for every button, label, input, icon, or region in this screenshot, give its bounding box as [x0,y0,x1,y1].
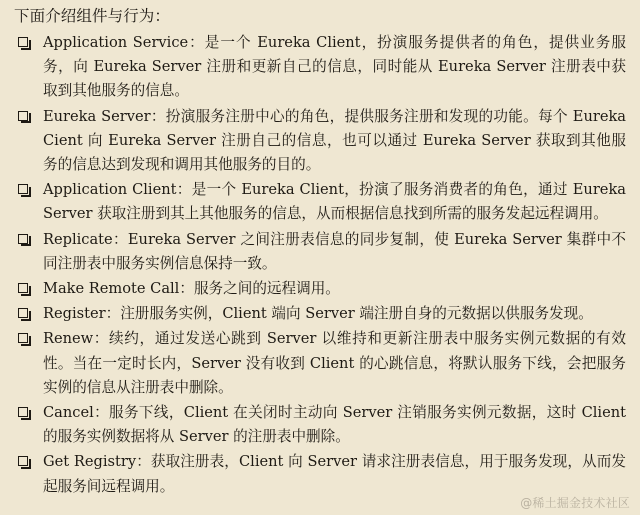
list-item-text: Make Remote Call：服务之间的远程调用。 [43,280,340,298]
list-item-text: Replicate：Eureka Server 之间注册表信息的同步复制，使 Eureka Server 集群中不同注册表中服务实例信息保持一致。 [43,230,626,272]
checkbox-bullet-icon [18,234,28,244]
list-item [10,105,626,178]
checkbox-bullet-icon [18,184,28,194]
list-item [10,401,626,449]
list-item [10,302,626,326]
intro-heading: 下面介绍组件与行为： [14,7,171,25]
list-item-text: Application Service：是一个 Eureka Client，扮演服务提供者的角色，提供业务服务，向 Eureka Server 注册和更新自己的信息，同时能从 Eureka Server 注册表中获取到其他服务的信息。 [43,34,626,100]
checkbox-bullet-icon [18,407,28,417]
list-item [10,31,626,104]
checkbox-bullet-icon [18,308,28,318]
list-item-text: Cancel：服务下线，Client 在关闭时主动向 Server 注销服务实例元数据，这时 Client 的服务实例数据将从 Server 的注册表中删除。 [43,404,626,446]
list-item-text: Application Client：是一个 Eureka Client，扮演了服务消费者的角色，通过 Eureka Server 获取注册到其上其他服务的信息，从而根据信息找到所需的服务发起远程调用。 [43,181,626,223]
checkbox-bullet-icon [18,111,28,121]
list-item-text: Eureka Server：扮演服务注册中心的角色，提供服务注册和发现的功能。每个 Eureka Cient 向 Eureka Server 注册自己的信息，也可以通过 Eureka Server 获取到其他服务的信息达到发现和调用其他服务的目的。 [43,107,626,174]
list-item [10,178,626,226]
checkbox-bullet-icon [18,456,28,466]
list-item [10,228,626,276]
list-item-text: Register：注册服务实例，Client 端向 Server 端注册自身的元数据以供服务发现。 [43,305,593,323]
checkbox-bullet-icon [18,333,28,343]
component-list [10,31,626,499]
list-item-text: Get Registry：获取注册表，Client 向 Server 请求注册表信息，用于服务发现，从而发起服务间远程调用。 [43,453,626,495]
checkbox-bullet-icon [18,283,28,293]
watermark: @稀土掘金技术社区 [520,496,630,510]
list-item [10,450,626,498]
list-item-text: Renew：续约，通过发送心跳到 Server 以维持和更新注册表中服务实例元数据的有效性。当在一定时长内，Server 没有收到 Client 的心跳信息，将默认服务下线，会把服务实例的信息从注册表中删除。 [43,330,626,396]
list-item [10,327,626,400]
checkbox-bullet-icon [18,37,28,47]
list-item [10,277,626,301]
